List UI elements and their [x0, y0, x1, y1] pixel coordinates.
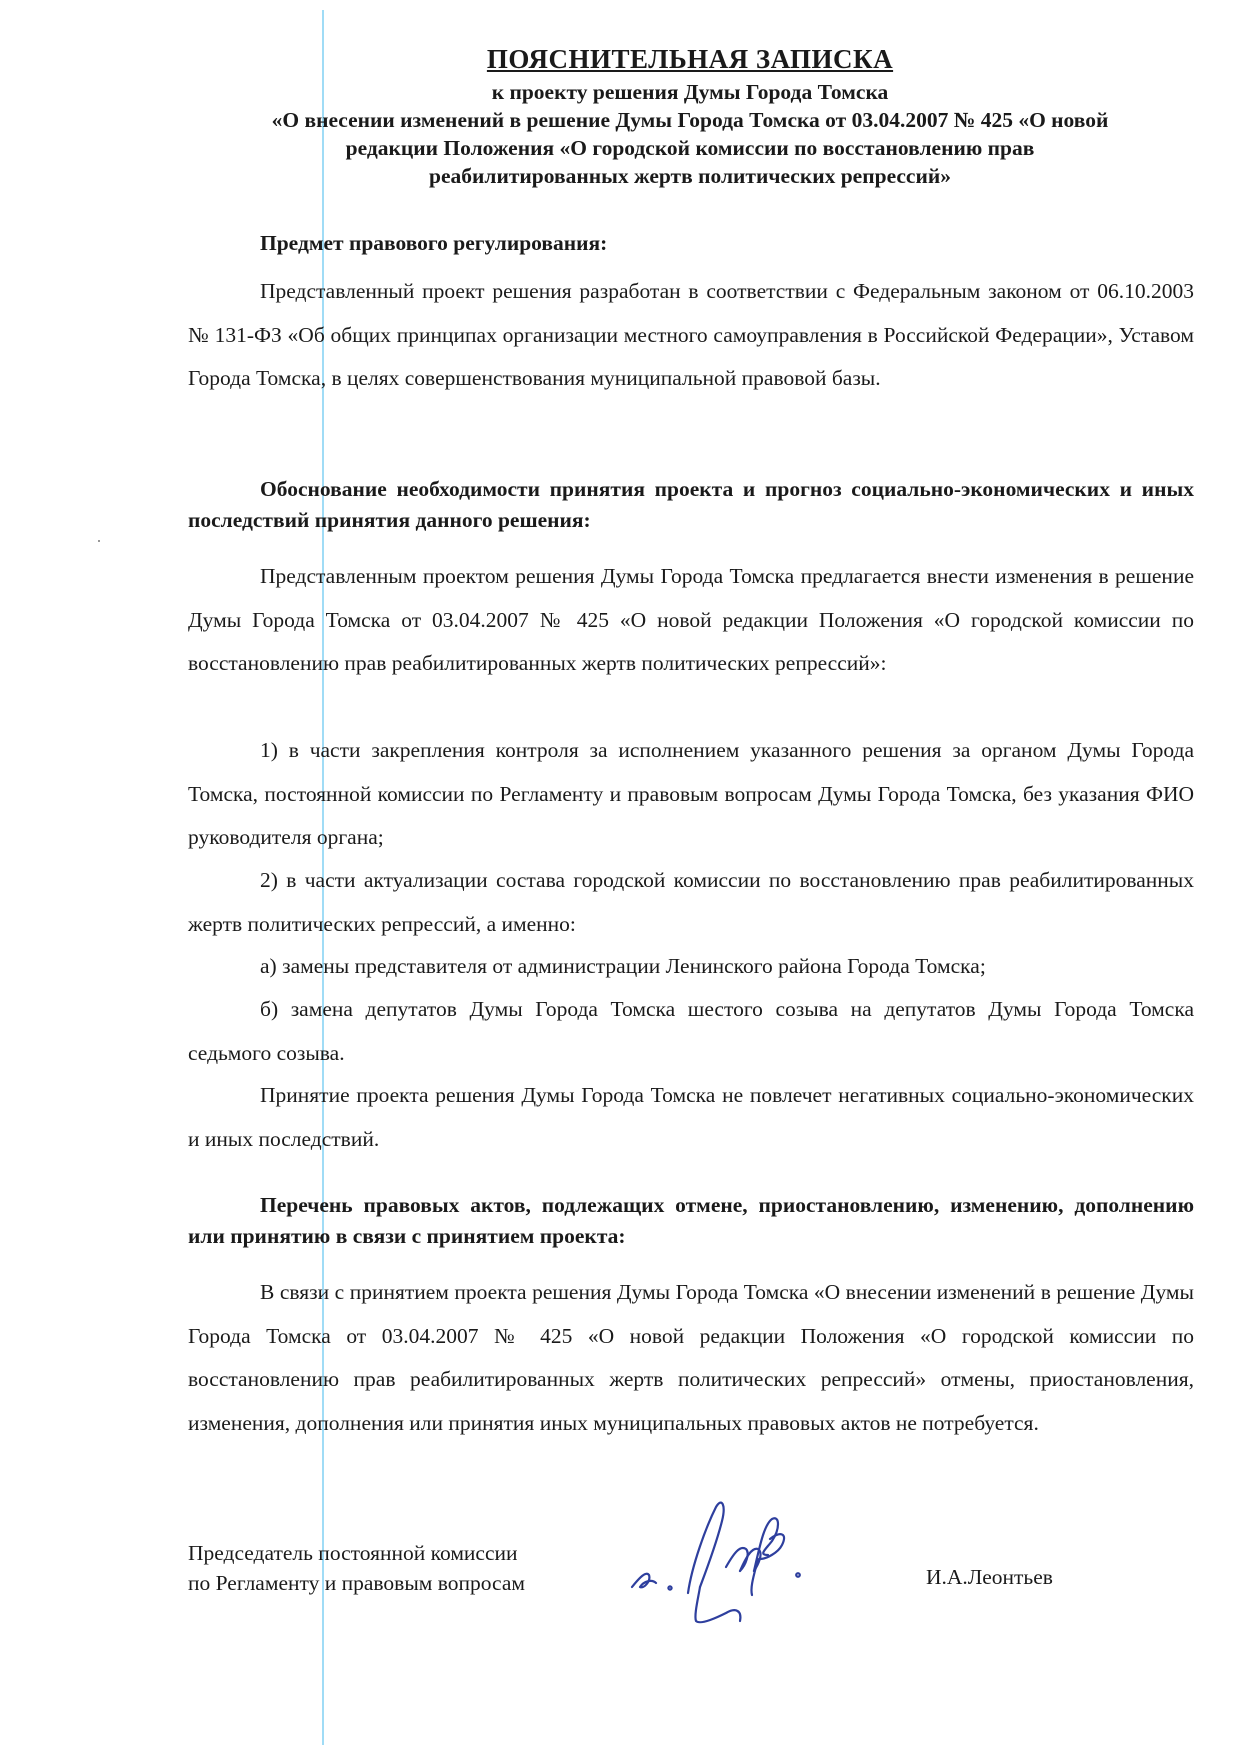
- signature-stroke-1: [632, 1574, 656, 1588]
- header-line-4: реабилитированных жертв политических репрессий»: [429, 164, 951, 188]
- section3-paragraph: В связи с принятием проекта решения Думы Города Томска «О внесении изменений в решение Думы Города Томска от 03.04.2007 № 425 «О новой редакции Положения «О городской комиссии по восстановлению прав реабилитированных жертв политических репрессий» отмены, приостановления, изменения, дополнения или принятия иных муниципальных правовых актов не потребуется.: [188, 1280, 1194, 1435]
- section2-item-2a: а) замены представителя от администрации Ленинского района Города Томска;: [260, 954, 986, 978]
- signature-stroke-3: [695, 1587, 740, 1622]
- signatory-name: И.А.Леонтьев: [926, 1565, 1053, 1589]
- section2-paragraph-1: Представленным проектом решения Думы Города Томска предлагается внести изменения в решение Думы Города Томска от 03.04.2007 № 425 «О новой редакции Положения «О городской комиссии по восстановлению прав реабилитированных жертв политических репрессий»:: [188, 564, 1194, 675]
- signature-dot-1: [668, 1586, 671, 1589]
- section1-heading: Предмет правового регулирования:: [260, 231, 608, 255]
- section2-item-2: 2) в части актуализации состава городской комиссии по восстановлению прав реабилитированных жертв политических репрессий, а именно:: [188, 868, 1194, 936]
- signatory-position-line-1: Председатель постоянной комиссии: [188, 1541, 518, 1565]
- section2-item-1: 1) в части закрепления контроля за исполнением указанного решения за органом Думы Города Томска, постоянной комиссии по Регламенту и правовым вопросам Думы Города Томска, без указания ФИО руководителя органа;: [188, 738, 1194, 849]
- section3-heading: Перечень правовых актов, подлежащих отмене, приостановлению, изменению, дополнению или принятию в связи с принятием проекта:: [188, 1193, 1194, 1248]
- scan-speck: [98, 540, 100, 542]
- signatory-position: [188, 1538, 525, 1598]
- header-line-3: редакции Положения «О городской комиссии по восстановлению прав: [345, 136, 1035, 160]
- document-title: ПОЯСНИТЕЛЬНАЯ ЗАПИСКА: [486, 44, 894, 74]
- section2-paragraph-2: Принятие проекта решения Думы Города Томска не повлечет негативных социально-экономических и иных последствий.: [188, 1083, 1194, 1151]
- section2-item-2b: б) замена депутатов Думы Города Томска шестого созыва на депутатов Думы Города Томска седьмого созыва.: [188, 997, 1194, 1065]
- section1-paragraph: Представленный проект решения разработан в соответствии с Федеральным законом от 06.10.2003 № 131-ФЗ «Об общих принципах организации местного самоуправления в Российской Федерации», Уставом Города Томска, в целях совершенствования муниципальной правовой базы.: [188, 279, 1194, 390]
- signature-dot-2: [796, 1573, 800, 1577]
- section2-heading: Обоснование необходимости принятия проекта и прогноз социально-экономических и иных последствий принятия данного решения:: [188, 477, 1194, 532]
- signature-stroke-2: [688, 1503, 724, 1593]
- handwritten-signature: [630, 1475, 830, 1635]
- signatory-position-line-2: по Регламенту и правовым вопросам: [188, 1571, 525, 1595]
- header-line-1: к проекту решения Думы Города Томска: [491, 80, 889, 104]
- header-line-2: «О внесении изменений в решение Думы Города Томска от 03.04.2007 № 425 «О новой: [271, 108, 1109, 132]
